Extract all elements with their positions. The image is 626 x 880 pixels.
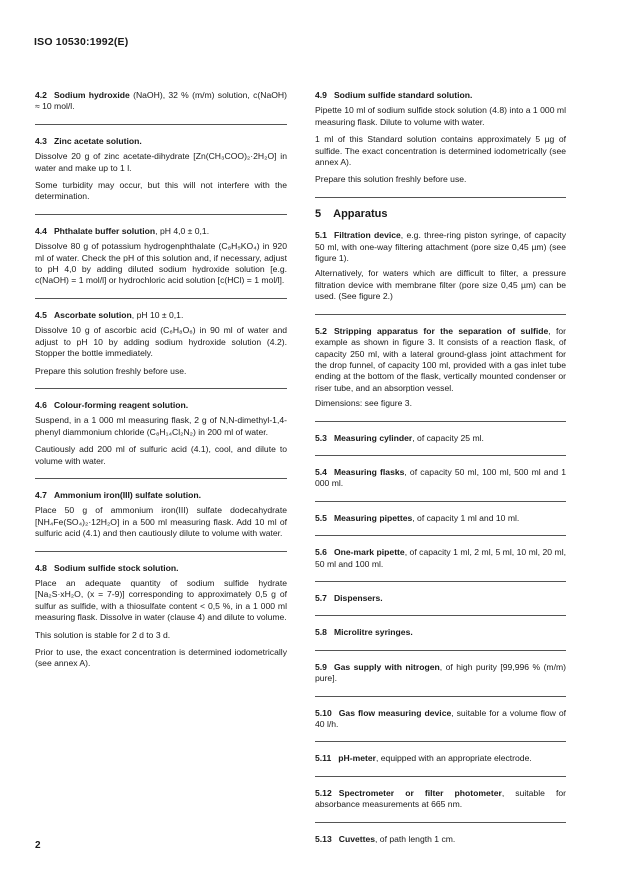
clause-5-5 bbox=[315, 513, 566, 524]
clause-title-rest: , of capacity 25 ml. bbox=[412, 432, 484, 443]
clause-title-line bbox=[35, 136, 287, 147]
clause-number: 5.7 bbox=[315, 592, 327, 603]
section-divider bbox=[315, 696, 566, 697]
clause-title: Phthalate buffer solution bbox=[53, 225, 156, 236]
clause-number: 5.8 bbox=[315, 627, 327, 638]
clause-paragraph: Dimensions: see figure 3. bbox=[315, 398, 412, 409]
clause-number: 5.5 bbox=[315, 512, 327, 523]
section-divider bbox=[315, 455, 566, 456]
section-divider bbox=[315, 650, 566, 651]
section-divider bbox=[315, 741, 566, 742]
clause-5-4 bbox=[315, 467, 566, 490]
clause-5-1 bbox=[315, 230, 566, 302]
clause-5-8 bbox=[315, 627, 566, 638]
clause-number: 5.6 bbox=[315, 547, 327, 558]
clause-title-rest: , of capacity 1 ml, 2 ml, 5 ml, 10 ml, 20 ml, 50 ml and 100 ml. bbox=[315, 547, 566, 569]
clause-number: 4.2 bbox=[35, 90, 47, 100]
clause-title-line bbox=[315, 593, 566, 604]
section-divider bbox=[315, 421, 566, 422]
section-divider bbox=[315, 822, 566, 823]
clause-paragraph: Dissolve 10 g of ascorbic acid (C₆H₈O₆) in 90 ml of water and adjust to pH 10 by adding sodium hydroxide solution (4.2). Stopper the bottle immediately. bbox=[35, 325, 287, 359]
clause-title: Measuring pipettes bbox=[333, 512, 413, 523]
clause-paragraph: Alternatively, for waters which are difficult to filter, a pressure filtration device with membrane filter (pore size 0,45 µm) can be used. (See figure 2.) bbox=[315, 268, 566, 302]
clause-title-line bbox=[315, 627, 566, 638]
clause-4-9 bbox=[315, 90, 566, 186]
clause-title-rest: , suitable for a volume flow of 40 l/h. bbox=[315, 707, 566, 729]
clause-title-rest: , for example as shown in figure 3. It consists of a reaction flask, of capacity 250 ml, with a lateral ground-glass joint attachment for the drop funnel, of capacity 100 ml, provided with a gas inlet tube ending at the bottom of the flask, vertically mounted condenser or riser tube, and an absorption vessel. bbox=[315, 325, 566, 393]
clause-paragraph: Dissolve 80 g of potassium hydrogenphthalate (C₈H₅KO₄) in 920 ml of water. Check the pH of this solution and, if necessary, adjust to pH 4,0 by adding diluted sodium hydroxide solution [e.g. c(NaOH) = 1 mol/l] or hydrochloric acid solution [c(HCl) = 1 mol/l]. bbox=[35, 241, 287, 286]
clause-paragraph: Pipette 10 ml of sodium sulfide stock solution (4.8) into a 1 000 ml measuring flask. Dilute to volume with water. bbox=[315, 105, 566, 127]
clause-number: 5.1 bbox=[315, 230, 327, 241]
clause-5-3 bbox=[315, 433, 566, 444]
section-divider bbox=[315, 314, 566, 315]
clause-title: pH-meter bbox=[338, 753, 376, 764]
clause-title: Zinc acetate solution. bbox=[53, 135, 142, 146]
clause-number: 4.9 bbox=[315, 90, 327, 100]
clause-title-rest: , suitable for absorbance measurements at 665 nm. bbox=[315, 787, 567, 810]
clause-title-line bbox=[315, 326, 566, 394]
section-divider bbox=[315, 615, 566, 616]
page-number: 2 bbox=[35, 840, 41, 851]
clause-title: Ammonium iron(III) sulfate solution. bbox=[53, 489, 201, 500]
clause-number: 5.11 bbox=[315, 753, 332, 764]
clause-title-line bbox=[315, 753, 566, 764]
section-divider bbox=[35, 388, 287, 389]
clause-number: 5.3 bbox=[315, 432, 327, 443]
clause-number: 4.3 bbox=[35, 135, 47, 146]
clause-title-rest: (NaOH), 32 % (m/m) solution, c(NaOH) ≈ 10 mol/l. bbox=[35, 90, 287, 112]
clause-paragraph: Prior to use, the exact concentration is determined iodometrically (see annex A). bbox=[35, 647, 287, 669]
clause-paragraph: Suspend, in a 1 000 ml measuring flask, 2 g of N,N-dimethyl-1,4-phenyl diammonium chloride (C₈H₁₄Cl₂N₂) in 200 ml of water. bbox=[35, 415, 287, 437]
section-heading-apparatus bbox=[315, 209, 566, 220]
clause-title-line bbox=[315, 513, 566, 524]
clause-number: 4.7 bbox=[35, 489, 47, 500]
clause-number: 4.4 bbox=[35, 225, 47, 236]
clause-4-7 bbox=[35, 490, 287, 540]
section-divider bbox=[315, 581, 566, 582]
clause-paragraph: Prepare this solution freshly before use. bbox=[315, 174, 467, 185]
clause-5-11 bbox=[315, 753, 566, 764]
section-divider bbox=[35, 298, 287, 299]
clause-title-line bbox=[315, 662, 566, 685]
clause-title-line bbox=[35, 310, 287, 321]
right-top-sections bbox=[315, 90, 566, 198]
clause-4-6 bbox=[35, 400, 287, 467]
section-divider bbox=[35, 551, 287, 552]
clause-number: 4.5 bbox=[35, 309, 47, 320]
section-divider bbox=[315, 776, 566, 777]
clause-number: 5.10 bbox=[315, 707, 332, 718]
clause-5-2 bbox=[315, 326, 566, 410]
clause-title-line bbox=[35, 563, 287, 574]
clause-title-line bbox=[315, 467, 566, 490]
right-column bbox=[315, 90, 566, 856]
right-bottom-sections bbox=[315, 230, 566, 845]
clause-number: 5.2 bbox=[315, 325, 327, 336]
clause-5-6 bbox=[315, 547, 566, 570]
clause-paragraph: 1 ml of this Standard solution contains approximately 5 µg of sulfide. The exact concentration is determined iodometrically (see annex A). bbox=[315, 134, 566, 168]
clause-title-rest: , of capacity 50 ml, 100 ml, 500 ml and 1 000 ml. bbox=[315, 466, 566, 489]
clause-title: Sodium hydroxide bbox=[53, 90, 130, 100]
heading-title: Apparatus bbox=[333, 207, 388, 220]
clause-title: Dispensers. bbox=[333, 592, 383, 603]
clause-title: Measuring flasks bbox=[333, 466, 405, 477]
clause-number: 5.12 bbox=[315, 787, 332, 798]
clause-title-line bbox=[35, 490, 287, 501]
clause-title-rest: , of path length 1 cm. bbox=[375, 833, 456, 844]
clause-number: 5.9 bbox=[315, 661, 327, 672]
clause-title-rest: , of capacity 1 ml and 10 ml. bbox=[412, 512, 520, 523]
clause-title-line bbox=[315, 90, 566, 101]
clause-4-5 bbox=[35, 310, 287, 377]
clause-title: Gas supply with nitrogen bbox=[333, 661, 440, 672]
document-header: ISO 10530:1992(E) bbox=[34, 36, 129, 48]
clause-4-8 bbox=[35, 563, 287, 670]
clause-number: 5.4 bbox=[315, 466, 327, 477]
clause-paragraph: Place 50 g of ammonium iron(III) sulfate dodecahydrate [NH₄Fe(SO₄)₂·12H₂O] in a 500 ml measuring flask. Add 10 ml of sulfuric acid (4.1) and then cautiously dilute to volume with water. bbox=[35, 505, 287, 539]
clause-paragraph: Some turbidity may occur, but this will not interfere with the determination. bbox=[35, 180, 287, 202]
clause-title-line bbox=[315, 708, 566, 731]
clause-5-9 bbox=[315, 662, 566, 685]
clause-paragraph: Place an adequate quantity of sodium sulfide hydrate [Na₂S·xH₂O, (x = 7-9)] corresponding to approximately 0,5 g of sulfur as sulfide, with a thiosulfate content < 0,5 %, in a 1 000 ml measuring flask. Dissolve in water (clause 4) and dilute to volume. bbox=[35, 577, 287, 623]
heading-number: 5 bbox=[315, 207, 322, 220]
clause-4-3 bbox=[35, 136, 287, 203]
clause-title-rest: , pH 4,0 ± 0,1. bbox=[155, 225, 210, 236]
clause-5-7 bbox=[315, 593, 566, 604]
clause-title: Cuvettes bbox=[338, 833, 376, 844]
clause-paragraph: Cautiously add 200 ml of sulfuric acid (4.1), cool, and dilute to volume with water. bbox=[35, 444, 287, 466]
section-divider bbox=[315, 535, 566, 536]
clause-title-line bbox=[35, 226, 287, 237]
clause-4-2 bbox=[35, 90, 287, 113]
clause-title-line bbox=[315, 230, 566, 264]
clause-title: Measuring cylinder bbox=[333, 432, 413, 443]
clause-paragraph: This solution is stable for 2 d to 3 d. bbox=[35, 629, 171, 640]
clause-title: Gas flow measuring device bbox=[338, 707, 452, 718]
clause-title-line bbox=[35, 400, 287, 411]
clause-5-13 bbox=[315, 834, 566, 845]
clause-paragraph: Prepare this solution freshly before use. bbox=[35, 365, 187, 376]
clause-number: 4.6 bbox=[35, 399, 47, 410]
clause-title: Spectrometer or filter photometer bbox=[338, 787, 502, 798]
clause-5-10 bbox=[315, 708, 566, 731]
clause-title-line bbox=[315, 788, 566, 811]
clause-title: Sodium sulfide stock solution. bbox=[53, 562, 179, 573]
clause-title-line bbox=[315, 834, 566, 845]
clause-5-12 bbox=[315, 788, 566, 811]
clause-4-4 bbox=[35, 226, 287, 287]
clause-title: Microlitre syringes. bbox=[333, 627, 413, 638]
clause-title: Colour-forming reagent solution. bbox=[53, 399, 189, 410]
left-column bbox=[35, 90, 287, 681]
section-divider bbox=[315, 197, 566, 198]
clause-title: Sodium sulfide standard solution. bbox=[333, 90, 473, 100]
clause-title-line bbox=[315, 433, 566, 444]
clause-title-rest: , e.g. three-ring piston syringe, of capacity 50 ml, with one-way filtering attachment (pore size 0,45 µm) (see figure 1). bbox=[315, 230, 566, 264]
clause-title: One-mark pipette bbox=[333, 547, 405, 558]
clause-number: 5.13 bbox=[315, 833, 332, 844]
clause-title-rest: , of high purity [99,996 % (m/m) pure]. bbox=[315, 661, 566, 684]
clause-paragraph: Dissolve 20 g of zinc acetate-dihydrate [Zn(CH₃COO)₂·2H₂O] in water and make up to 1 l. bbox=[35, 151, 287, 173]
clause-title-line bbox=[35, 90, 287, 113]
clause-title-line bbox=[315, 547, 566, 570]
section-divider bbox=[315, 501, 566, 502]
section-divider bbox=[35, 214, 287, 215]
section-divider bbox=[35, 124, 287, 125]
clause-number: 4.8 bbox=[35, 562, 47, 573]
clause-title: Stripping apparatus for the separation of sulfide bbox=[333, 325, 549, 336]
clause-title-rest: , pH 10 ± 0,1. bbox=[131, 309, 184, 320]
clause-title-rest: , equipped with an appropriate electrode. bbox=[376, 753, 532, 764]
clause-title: Filtration device bbox=[333, 230, 401, 241]
section-divider bbox=[35, 478, 287, 479]
clause-title: Ascorbate solution bbox=[53, 309, 132, 320]
